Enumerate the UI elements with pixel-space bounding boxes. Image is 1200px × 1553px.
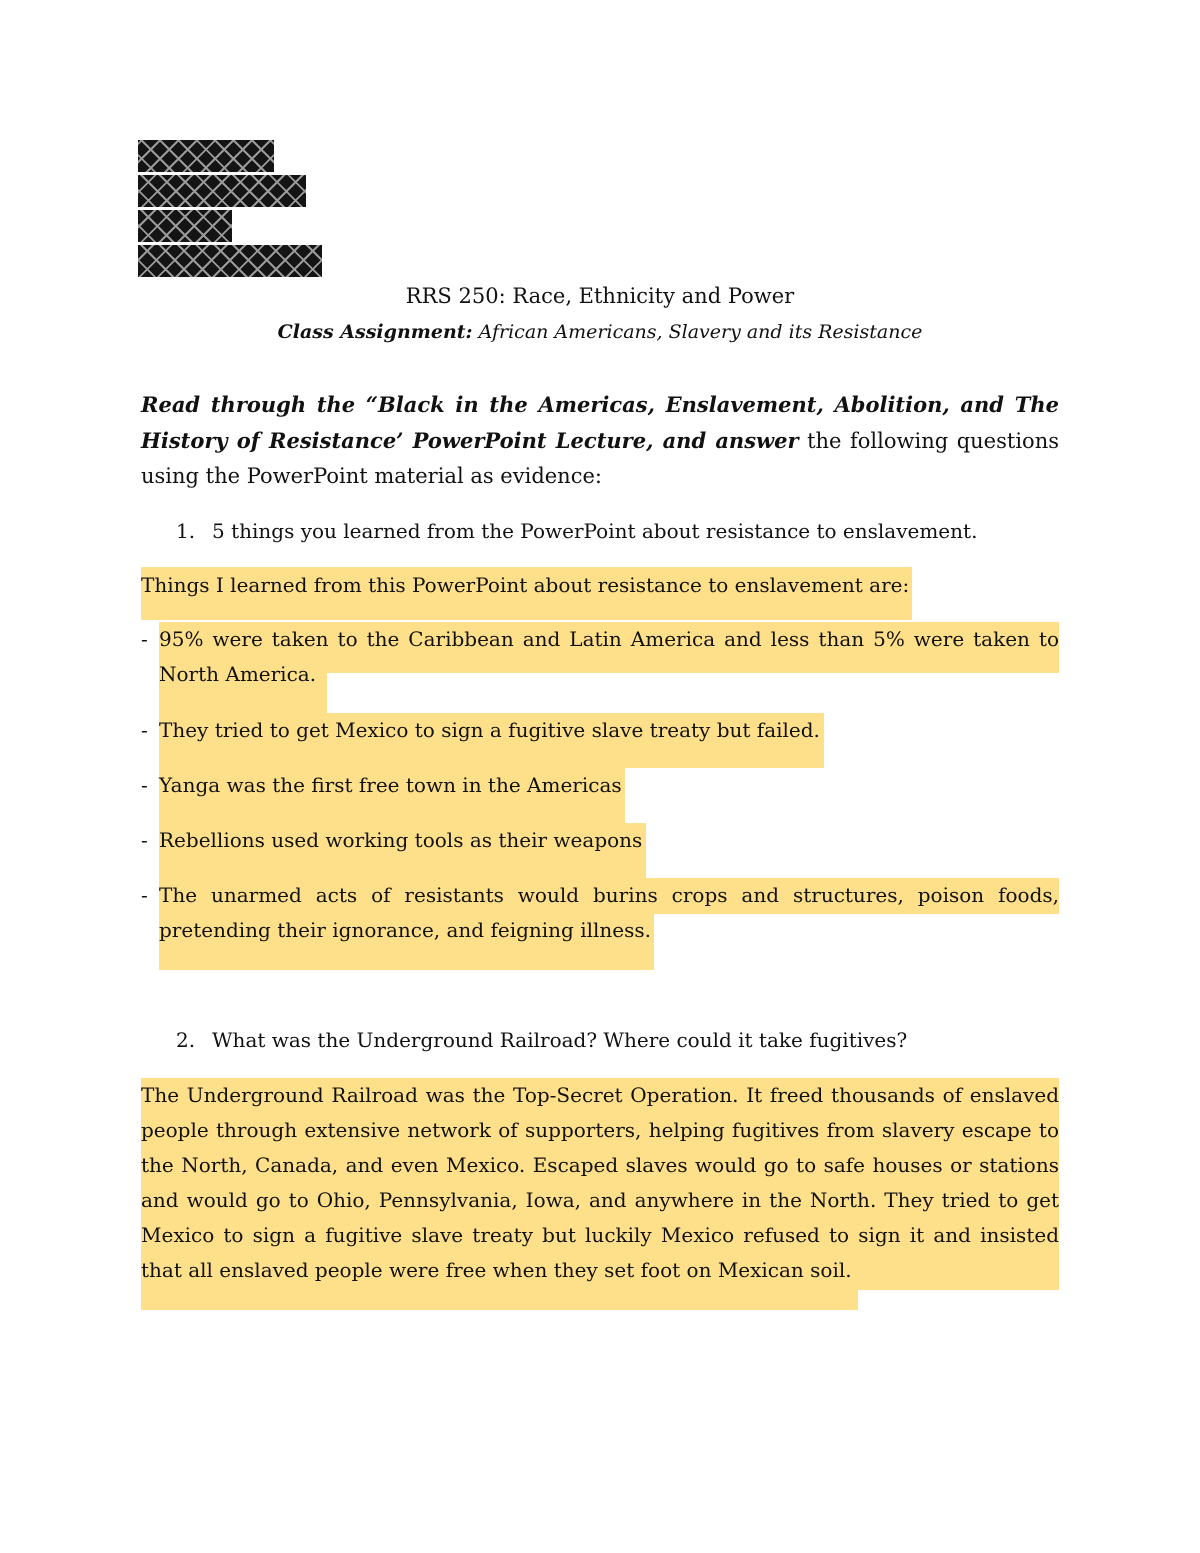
bullet-text: 95% were taken to the Caribbean and Latin America and less than 5% were taken to North America.: [159, 627, 1059, 686]
bullet-marker: -: [141, 773, 148, 797]
bullet-marker: -: [141, 718, 148, 742]
answer-1-bullet: [141, 622, 1059, 692]
answer-1-lead: Things I learned from this PowerPoint about resistance to enslavement are:: [141, 573, 910, 597]
instructions-paragraph: [141, 387, 1059, 494]
redacted-line-1: [138, 140, 274, 172]
answer-1-bullet: [141, 713, 1059, 748]
redacted-line-3: [138, 210, 232, 242]
bullet-text: The unarmed acts of resistants would burins crops and structures, poison foods, pretending their ignorance, and feigning illness.: [159, 883, 1059, 942]
answer-2-highlight-last: [141, 1290, 858, 1310]
bullet-text: Yanga was the first free town in the Americas: [159, 773, 622, 797]
bullet-marker: -: [141, 828, 148, 852]
subtitle-label: Class Assignment:: [277, 321, 473, 343]
bullet-marker: -: [141, 627, 148, 651]
document-title: RRS 250: Race, Ethnicity and Power: [405, 284, 795, 308]
instructions-emphasis: Read through the “Black in the Americas, Enslavement, Abolition, and The History of Resistance’ PowerPoint Lecture, and answer: [141, 392, 1059, 453]
subtitle-text: African Americans, Slavery and its Resistance: [472, 321, 923, 343]
question-2-text: What was the Underground Railroad? Where could it take fugitives?: [212, 1028, 908, 1052]
answer-1-bullet: [141, 823, 1059, 858]
question-1-text: 5 things you learned from the PowerPoint about resistance to enslavement.: [212, 519, 978, 543]
question-1: [176, 516, 1056, 546]
answer-1-bullet: [141, 768, 1059, 803]
bullet-text: They tried to get Mexico to sign a fugitive slave treaty but failed.: [159, 718, 820, 742]
document-subtitle: [0, 321, 1200, 343]
question-2-number: 2.: [176, 1028, 196, 1052]
answer-1-bullet: [141, 878, 1059, 948]
question-2: [176, 1025, 1056, 1055]
bullet-marker: -: [141, 883, 148, 907]
redacted-line-4: [138, 245, 322, 277]
question-1-number: 1.: [176, 519, 196, 543]
answer-2-paragraph: The Underground Railroad was the Top-Secret Operation. It freed thousands of enslaved people through extensive network of supporters, helping fugitives from slavery escape to the North, Canada, and even Mexico. Escaped slaves would go to safe houses or stations and would go to Ohio, Pennsylvania, Iowa, and anywhere in the North. They tried to get Mexico to sign a fugitive slave treaty but luckily Mexico refused to sign it and insisted that all enslaved people were free when they set foot on Mexican soil.: [141, 1083, 1059, 1282]
redacted-line-2: [138, 175, 306, 207]
instructions-text: the following questions using the PowerPoint material as evidence:: [141, 429, 1059, 488]
bullet-text: Rebellions used working tools as their weapons: [159, 828, 643, 852]
